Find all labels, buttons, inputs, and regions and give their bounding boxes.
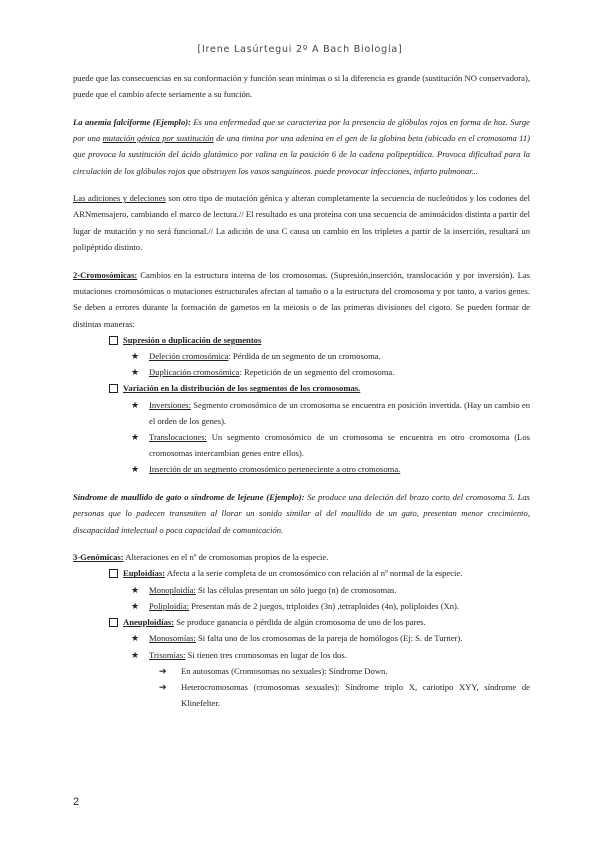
anemia-paragraph (73, 114, 530, 179)
star-bullet-icon: ★ (131, 351, 140, 362)
list-item-heterocromosomas (159, 679, 530, 711)
variacion-label: Variación en la distribución de los segmentos de los cromosomas. (123, 383, 361, 394)
list-item-duplicacion (131, 364, 530, 380)
trisomias-text: Si tienen tres cromosomas en lugar de los dos. (185, 649, 347, 660)
page-number: 2 (73, 796, 80, 808)
star-bullet-icon: ★ (131, 367, 140, 378)
duplicacion-text: : Repetición de un segmento del cromosoma. (239, 367, 395, 378)
list-item-monosomias (131, 630, 530, 646)
checkbox-icon[interactable] (109, 336, 118, 345)
trisomias-term: Trisomías: (149, 649, 186, 660)
delecion-text: : Pérdida de un segmento de un cromosoma. (228, 351, 381, 362)
insercion-text: Inserción de un segmento cromosómico perteneciente a otro cromosoma. (149, 464, 401, 475)
star-bullet-icon: ★ (131, 600, 140, 611)
star-bullet-icon: ★ (131, 464, 140, 475)
checklist-item-aneuploidias (109, 614, 530, 630)
cromosomicas-text: Cambios en la estructura interna de los cromosomas. (Supresión,inserción, translocación y por inversión). Las mutaciones cromosómicas o mutaciones estructurales afectan al tamaño o a la estructura del cromosoma y por tanto, a varios genes. Se deben a errores durante la formación de gametos en la meiosis o de las primeras divisiones del cigoto. Se pueden formar de distintas maneras: (73, 270, 530, 329)
genomicas-text: Alteraciones en el nº de cromosomas propios de la especie. (123, 552, 329, 563)
list-item-autosomas (159, 663, 530, 679)
cromosomicas-title: 2-Cromosómicas: (73, 270, 138, 281)
poliploidia-text: Presentan más de 2 juegos, triploides (3n) ,tetraploides (4n), poliploides (Xn). (189, 600, 460, 611)
checklist-item-variacion (109, 380, 530, 396)
translocaciones-term: Translocaciones: (149, 432, 207, 443)
arrow-bullet-icon: ➔ (159, 681, 167, 692)
adiciones-text: son otro tipo de mutación génica y alteran completamente la secuencia de nucleótidos y los codones del ARNmensajero, cambiando el marco de lectura.// El resultado es una proteína con una secuencia de aminoácidos distinta a partir del lugar de mutación y no será funcional.// La adición de una C causa un cambio en los tripletes a partir de la inserción, resultará un polipéptido distinto. (73, 193, 531, 252)
poliploidia-term: Poliploidía: (149, 600, 190, 611)
translocaciones-text: Un segmento cromosómico de un cromosoma se encuentra en otro cromosoma (Los cromosomas intercambian genes entre ellos). (149, 432, 530, 459)
aneuploidias-text: Se produce ganancia o pérdida de algún cromosoma de uno de los pares. (174, 617, 426, 628)
gato-title: Síndrome de maullido de gato o síndrome de lejeune (Ejemplo): (73, 492, 305, 503)
star-bullet-icon: ★ (131, 399, 140, 410)
duplicacion-term: Duplicación cromosómica (149, 367, 240, 378)
paragraph: puede que las consecuencias en su conformación y función sean mínimas o si la diferencia es grande (sustitución NO conservadora), puede que el cambio afecte seriamente a su función. (73, 73, 530, 100)
document-body (73, 70, 530, 711)
adiciones-underlined: Las adiciones y deleciones (73, 193, 166, 204)
monosomias-term: Monosomías: (149, 633, 196, 644)
list-item-insercion (131, 461, 530, 477)
list-item-inversiones (131, 397, 530, 429)
genomicas-title: 3-Genómicas: (73, 552, 124, 563)
supresion-label: Supresión o duplicación de segmentos (123, 334, 262, 345)
page-header: [Irene Lasúrtegui 2º A Bach Biología] (197, 44, 403, 55)
cromosomicas-paragraph (73, 267, 530, 332)
arrow-bullet-icon: ➔ (159, 665, 167, 676)
checkbox-icon[interactable] (109, 569, 118, 578)
gato-paragraph (73, 489, 530, 538)
anemia-underlined: mutación génica por sustitución (102, 133, 214, 144)
list-item-delecion (131, 348, 530, 364)
euploidias-text: Afecta a la serie completa de un cromosómico con relación al nº normal de la especie. (165, 568, 463, 579)
anemia-text-1: Es una enfermedad que se caracteriza por la presencia de glóbulos rojos en forma de hoz. Surge por una (73, 116, 531, 144)
monosomias-text: Si falta uno de los cromosomas de la pareja de homólogos (Ej: S. de Turner). (195, 633, 463, 644)
star-bullet-icon: ★ (131, 584, 140, 595)
checkbox-icon[interactable] (109, 618, 118, 627)
monoploidia-text: Si las células presentan un sólo juego (n) de cromosomas. (195, 584, 397, 595)
autosomas-text: En autosomas (Cromosomas no sexuales): Síndrome Down. (181, 665, 388, 676)
euploidias-term: Euploidías: (123, 568, 166, 579)
list-item-trisomias (131, 647, 530, 663)
gato-text: Se produce una deleción del brazo corto del cromosoma 5. Las personas que lo padecen transmiten al llorar un sonido similar al del maullido de un gato, presentan menor crecimiento, discapacidad intelectual o poca capacidad de comunicación. (73, 492, 530, 535)
genomicas-paragraph (73, 549, 530, 565)
inversiones-term: Inversiones: (149, 399, 192, 410)
checklist-item-euploidias (109, 565, 530, 581)
star-bullet-icon: ★ (131, 432, 140, 443)
delecion-term: Deleción cromosómica (149, 351, 229, 362)
anemia-text-2: de una timina por una adenina en el gen de la globina beta (ubicado en el cromosoma 11) que provoca la sustitución del ácido glutámico por valina en la posición 6 de la cadena polipeptídica. Provoca dificultad para la circulación de los glóbulos rojos que obstruyen los vasos sanguíneos. puede provocar infecciones, infarto pulmonar... (73, 133, 530, 176)
checklist-item-supresion (109, 332, 530, 348)
anemia-title: La anemia falciforme (Ejemplo): (73, 116, 191, 127)
adiciones-paragraph (73, 190, 530, 255)
aneuploidias-term: Aneuploidías: (123, 617, 175, 628)
star-bullet-icon: ★ (131, 633, 140, 644)
monoploidia-term: Monoploidía: (149, 584, 196, 595)
list-item-translocaciones (131, 429, 530, 461)
checkbox-icon[interactable] (109, 384, 118, 393)
heterocromosomas-text: Heterocromosomas (cromosomas sexuales): Síndrome triplo X, cariotipo XYY, síndrome de Klinefelter. (181, 681, 530, 709)
inversiones-text: Segmento cromosómico de un cromosoma se encuentra en posición invertida. (Hay un cambio en el orden de los genes). (149, 399, 530, 426)
list-item-poliploidia (131, 598, 530, 614)
star-bullet-icon: ★ (131, 649, 140, 660)
list-item-monoploidia (131, 582, 530, 598)
